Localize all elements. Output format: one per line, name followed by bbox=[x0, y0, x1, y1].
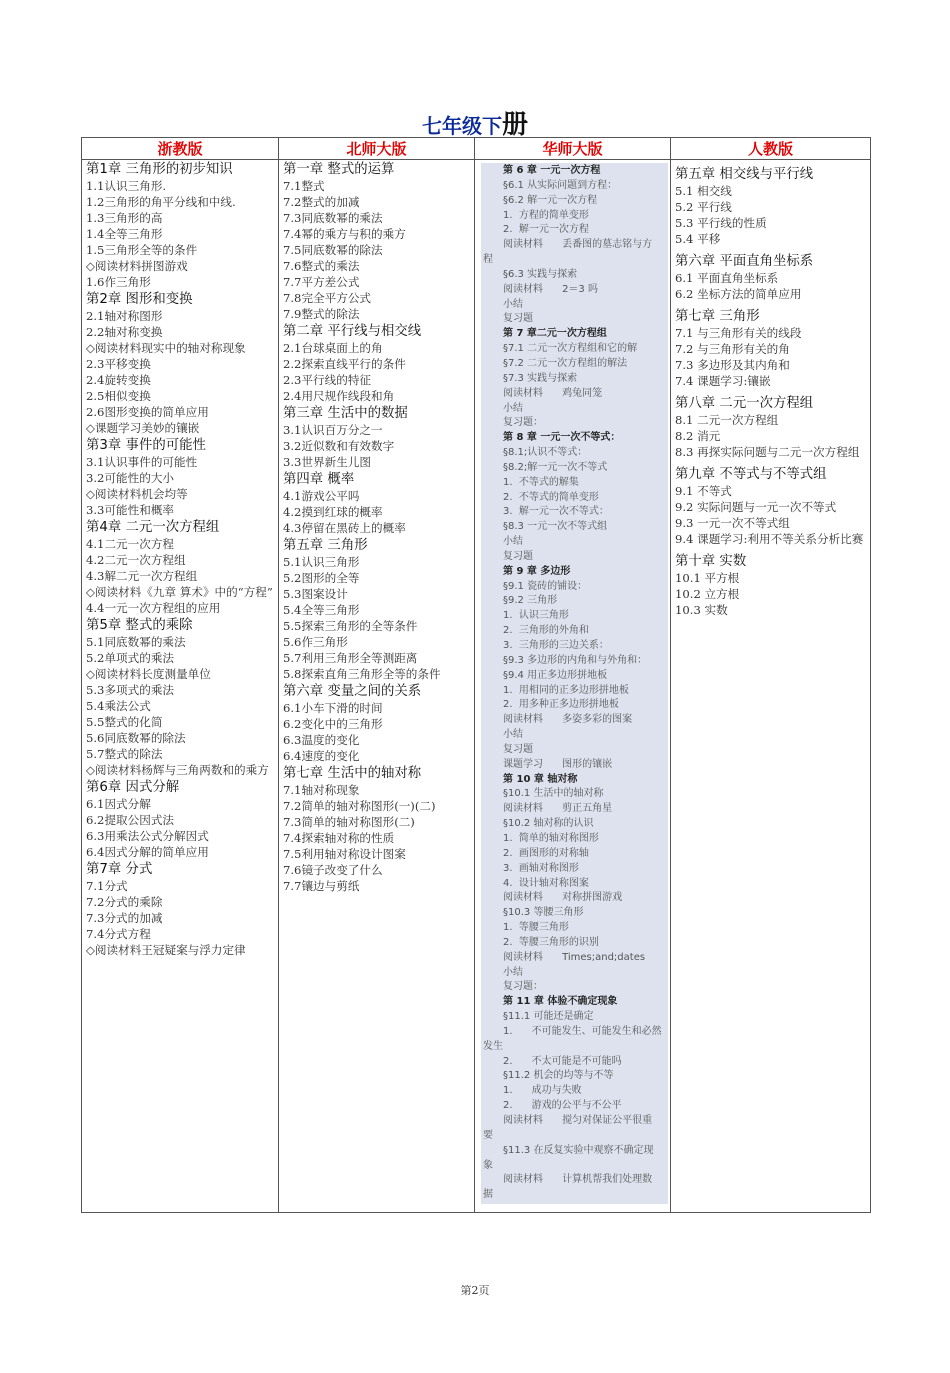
section-item: 6.1小车下滑的时间 bbox=[283, 701, 383, 715]
section-item: 1. 不可能发生、可能发生和必然发生 bbox=[483, 1025, 662, 1052]
section-item: 2.4用尺规作线段和角 bbox=[283, 389, 395, 403]
section-item: 6.2变化中的三角形 bbox=[283, 717, 383, 731]
section-item: 6.3用乘法公式分解因式 bbox=[86, 829, 209, 843]
chapter-heading: 第九章 不等式与不等式组 bbox=[675, 467, 827, 482]
section-item: §11.2 机会的均等与不等 bbox=[503, 1070, 614, 1082]
chapter-heading: 第 9 章 多边形 bbox=[503, 565, 571, 577]
chapter-heading: 第八章 二元一次方程组 bbox=[675, 396, 814, 411]
section-item: 8.3 再探实际问题与二元一次方程组 bbox=[675, 445, 860, 459]
section-item: 6.4速度的变化 bbox=[283, 749, 360, 763]
column-zhejiang bbox=[86, 161, 274, 958]
section-item: §7.2 二元一次方程组的解法 bbox=[503, 357, 628, 369]
section-item: 10.2 立方根 bbox=[675, 587, 740, 601]
chapter-heading: 第四章 概率 bbox=[283, 472, 355, 487]
section-item: 7.5利用轴对称设计图案 bbox=[283, 847, 406, 861]
section-item: 2. 画图形的对称轴 bbox=[503, 847, 589, 859]
chapter-heading: 第一章 整式的运算 bbox=[283, 162, 395, 177]
chapter-heading: 第 7 章二元一次方程组 bbox=[503, 328, 607, 340]
section-item: ◇阅读材料王冠疑案与浮力定律 bbox=[86, 943, 246, 957]
header-beishida: 北师大版 bbox=[279, 138, 475, 160]
section-item: 7.6整式的乘法 bbox=[283, 259, 360, 273]
section-item: 1.6作三角形 bbox=[86, 275, 151, 289]
section-item: 9.1 不等式 bbox=[675, 484, 732, 498]
section-item: 7.9整式的除法 bbox=[283, 307, 360, 321]
section-item: 1.4全等三角形 bbox=[86, 227, 163, 241]
section-item: 7.4分式方程 bbox=[86, 927, 151, 941]
section-item: §10.2 轴对称的认识 bbox=[503, 818, 594, 830]
section-item: 2. 不太可能是不可能吗 bbox=[503, 1055, 622, 1067]
section-item: 7.2简单的轴对称图形(一)(二) bbox=[283, 799, 436, 813]
section-item: 3.1认识事件的可能性 bbox=[86, 455, 198, 469]
page-title bbox=[0, 104, 950, 141]
section-item: 7.8完全平方公式 bbox=[283, 291, 372, 305]
content-row bbox=[82, 160, 871, 1213]
header-row bbox=[82, 138, 871, 160]
chapter-heading: 第3章 事件的可能性 bbox=[86, 438, 206, 453]
section-item: 5.2图形的全等 bbox=[283, 571, 360, 585]
section-item: §11.3 在反复实验中观察不确定现象 bbox=[483, 1144, 654, 1171]
section-item: 小结 bbox=[503, 966, 523, 978]
section-item: 6.2 坐标方法的简单应用 bbox=[675, 287, 802, 301]
section-item: 阅读材料 搅匀对保证公平很重要 bbox=[483, 1115, 653, 1141]
section-item: 1. 简单的轴对称图形 bbox=[503, 832, 599, 844]
section-item: 阅读材料 2＝3 吗 bbox=[503, 283, 598, 295]
section-item: 3. 解一元一次不等式： bbox=[503, 506, 609, 518]
section-item: 复习题： bbox=[503, 417, 543, 429]
section-item: 5.7整式的除法 bbox=[86, 747, 163, 761]
section-item: 小结 bbox=[503, 402, 523, 414]
section-item: 9.3 一元一次不等式组 bbox=[675, 516, 790, 530]
section-item: 阅读材料 剪正五角星 bbox=[503, 803, 613, 815]
section-item: 1.5三角形全等的条件 bbox=[86, 243, 198, 257]
section-item: 1. 不等式的解集 bbox=[503, 476, 579, 488]
section-item: 10.1 平方根 bbox=[675, 571, 740, 585]
section-item: 1.3三角形的高 bbox=[86, 211, 163, 225]
section-item: §10.1 生活中的轴对称 bbox=[503, 788, 604, 800]
section-item: 1. 方程的简单变形 bbox=[503, 209, 589, 221]
section-item: 2.3平移变换 bbox=[86, 357, 151, 371]
chapter-heading: 第十章 实数 bbox=[675, 554, 747, 569]
section-item: 9.4 课题学习:利用不等关系分析比赛 bbox=[675, 532, 864, 546]
section-item: 7.2整式的加减 bbox=[283, 195, 360, 209]
section-item: 6.1因式分解 bbox=[86, 797, 151, 811]
section-item: 5.3多项式的乘法 bbox=[86, 683, 175, 697]
section-item: 5.1认识三角形 bbox=[283, 555, 360, 569]
section-item: 2.1轴对称图形 bbox=[86, 309, 163, 323]
section-item: 7.3分式的加减 bbox=[86, 911, 163, 925]
section-item: 3.3可能性和概率 bbox=[86, 503, 175, 517]
chapter-heading: 第 6 章 一元一次方程 bbox=[503, 165, 601, 176]
section-item: 3. 画轴对称图形 bbox=[503, 862, 579, 874]
section-item: 5.2 平行线 bbox=[675, 200, 732, 214]
section-item: 7.1 与三角形有关的线段 bbox=[675, 326, 802, 340]
section-item: 2. 等腰三角形的识别 bbox=[503, 936, 599, 948]
chapter-heading: 第 10 章 轴对称 bbox=[503, 773, 578, 785]
section-item: 1. 成功与失败 bbox=[503, 1085, 582, 1097]
section-item: 5.7利用三角形全等测距离 bbox=[283, 651, 418, 665]
section-item: ◇阅读材料拼图游戏 bbox=[86, 259, 188, 273]
section-item: 3.2近似数和有效数字 bbox=[283, 439, 395, 453]
chapter-heading: 第三章 生活中的数据 bbox=[283, 406, 408, 421]
section-item: 7.5同底数幂的除法 bbox=[283, 243, 383, 257]
section-item: 4.2摸到红球的概率 bbox=[283, 505, 383, 519]
column-huashida bbox=[481, 163, 668, 1204]
title-grade: 七年级下 bbox=[421, 114, 502, 138]
section-item: ◇阅读材料现实中的轴对称现象 bbox=[86, 341, 246, 355]
section-item: 2.4旋转变换 bbox=[86, 373, 151, 387]
section-item: §9.4 用正多边形拼地板 bbox=[503, 669, 608, 681]
section-item: 1.1认识三角形. bbox=[86, 179, 167, 193]
section-item: 7.2 与三角形有关的角 bbox=[675, 342, 790, 356]
chapter-heading: 第六章 变量之间的关系 bbox=[283, 684, 422, 699]
section-item: 5.5探索三角形的全等条件 bbox=[283, 619, 418, 633]
header-zhejiang: 浙教版 bbox=[82, 138, 279, 160]
section-item: 复习题： bbox=[503, 981, 543, 993]
section-item: §6.3 实践与探索 bbox=[503, 268, 578, 280]
chapter-heading: 第4章 二元一次方程组 bbox=[86, 520, 220, 535]
chapter-heading: 第五章 三角形 bbox=[283, 538, 368, 553]
section-item: 7.1分式 bbox=[86, 879, 128, 893]
section-item: 2.1台球桌面上的角 bbox=[283, 341, 383, 355]
section-item: 7.4幂的乘方与积的乘方 bbox=[283, 227, 406, 241]
chapter-heading: 第五章 相交线与平行线 bbox=[675, 167, 814, 182]
section-item: 2. 游戏的公平与不公平 bbox=[503, 1100, 622, 1112]
section-item: 小结 bbox=[503, 536, 523, 548]
section-item: 2.6图形变换的简单应用 bbox=[86, 405, 209, 419]
section-item: 2. 用多种正多边形拼地板 bbox=[503, 699, 619, 711]
section-item: 5.3 平行线的性质 bbox=[675, 216, 767, 230]
chapter-heading: 第1章 三角形的初步知识 bbox=[86, 162, 233, 177]
section-item: 阅读材料 对称拼图游戏 bbox=[503, 892, 623, 904]
section-item: ◇阅读材料杨辉与三角两数和的乘方 bbox=[86, 763, 269, 777]
section-item: 7.3简单的轴对称图形(二) bbox=[283, 815, 415, 829]
header-huashida: 华师大版 bbox=[475, 138, 671, 160]
section-item: 5.4乘法公式 bbox=[86, 699, 151, 713]
column-renjiao bbox=[675, 166, 866, 618]
section-item: 阅读材料 多姿多彩的图案 bbox=[503, 714, 633, 726]
section-item: 阅读材料 丢番图的墓志铭与方程 bbox=[483, 239, 653, 266]
section-item: 7.4 课题学习:镶嵌 bbox=[675, 374, 771, 388]
cell-huashida bbox=[475, 160, 671, 1213]
section-item: 6.3温度的变化 bbox=[283, 733, 360, 747]
section-item: 1. 认识三角形 bbox=[503, 610, 569, 622]
chapter-heading: 第二章 平行线与相交线 bbox=[283, 324, 422, 339]
section-item: 2.2轴对称变换 bbox=[86, 325, 163, 339]
section-item: §9.3 多边形的内角和与外角和： bbox=[503, 654, 648, 666]
section-item: 4.3停留在黑砖上的概率 bbox=[283, 521, 406, 535]
section-item: 复习题 bbox=[503, 550, 533, 562]
chapter-heading: 第 8 章 一元一次不等式： bbox=[503, 432, 621, 444]
section-item: 阅读材料 Times;and;dates bbox=[503, 951, 646, 963]
section-item: 4.1二元一次方程 bbox=[86, 537, 175, 551]
textbook-comparison-table bbox=[81, 137, 871, 1213]
section-item: ◇课题学习美妙的镶嵌 bbox=[86, 421, 200, 435]
column-beishida bbox=[283, 161, 470, 894]
section-item: 7.3同底数幂的乘法 bbox=[283, 211, 383, 225]
section-item: 阅读材料 计算机帮我们处理数据 bbox=[483, 1174, 653, 1201]
section-item: 5.4 平移 bbox=[675, 232, 721, 246]
section-item: 9.2 实际问题与一元一次不等式 bbox=[675, 500, 837, 514]
section-item: 7.4探索轴对称的性质 bbox=[283, 831, 395, 845]
section-item: 2. 解一元一次方程 bbox=[503, 224, 589, 236]
section-item: 5.6同底数幂的除法 bbox=[86, 731, 186, 745]
section-item: 4. 设计轴对称图案 bbox=[503, 877, 589, 889]
section-item: 5.8探索直角三角形全等的条件 bbox=[283, 667, 441, 681]
section-item: 7.1轴对称现象 bbox=[283, 783, 360, 797]
section-item: 8.1 二元一次方程组 bbox=[675, 413, 779, 427]
section-item: 4.2二元一次方程组 bbox=[86, 553, 186, 567]
section-item: 6.4因式分解的简单应用 bbox=[86, 845, 209, 859]
section-item: 5.2单项式的乘法 bbox=[86, 651, 175, 665]
section-item: 2.2探索直线平行的条件 bbox=[283, 357, 406, 371]
section-item: ◇阅读材料机会均等 bbox=[86, 487, 188, 501]
section-item: 7.6镜子改变了什么 bbox=[283, 863, 383, 877]
title-volume: 册 bbox=[501, 110, 528, 140]
chapter-heading: 第七章 生活中的轴对称 bbox=[283, 766, 422, 781]
section-item: 10.3 实数 bbox=[675, 603, 728, 617]
section-item: 4.3解二元一次方程组 bbox=[86, 569, 198, 583]
chapter-heading: 第六章 平面直角坐标系 bbox=[675, 254, 814, 269]
section-item: 1.2三角形的角平分线和中线. bbox=[86, 195, 236, 209]
section-item: 复习题 bbox=[503, 313, 533, 325]
chapter-heading: 第5章 整式的乘除 bbox=[86, 618, 193, 633]
section-item: 7.2分式的乘除 bbox=[86, 895, 163, 909]
chapter-heading: 第7章 分式 bbox=[86, 862, 153, 877]
section-item: 5.4全等三角形 bbox=[283, 603, 360, 617]
section-item: §11.1 可能还是确定 bbox=[503, 1011, 594, 1023]
section-item: §6.1 从实际问题到方程： bbox=[503, 179, 618, 191]
section-item: 6.1 平面直角坐标系 bbox=[675, 271, 779, 285]
section-item: 小结 bbox=[503, 729, 523, 741]
section-item: §7.3 实践与探索 bbox=[503, 372, 578, 384]
section-item: 复习题 bbox=[503, 743, 533, 755]
section-item: 5.5整式的化简 bbox=[86, 715, 163, 729]
section-item: §10.3 等腰三角形 bbox=[503, 907, 584, 919]
section-item: 6.2提取公因式法 bbox=[86, 813, 175, 827]
chapter-heading: 第6章 因式分解 bbox=[86, 780, 180, 795]
section-item: 5.6作三角形 bbox=[283, 635, 348, 649]
section-item: 2. 不等式的简单变形 bbox=[503, 491, 599, 503]
section-item: ◇阅读材料长度测量单位 bbox=[86, 667, 211, 681]
cell-zhejiang bbox=[82, 160, 279, 1213]
section-item: §8.3 一元一次不等式组 bbox=[503, 521, 608, 533]
section-item: 3.1认识百万分之一 bbox=[283, 423, 383, 437]
section-item: 4.4一元一次方程组的应用 bbox=[86, 601, 221, 615]
section-item: 课题学习 图形的镶嵌 bbox=[503, 758, 613, 770]
section-item: 7.1整式 bbox=[283, 179, 325, 193]
section-item: §6.2 解一元一次方程 bbox=[503, 194, 598, 206]
cell-beishida bbox=[279, 160, 475, 1213]
section-item: 2. 三角形的外角和 bbox=[503, 625, 589, 637]
header-renjiao: 人教版 bbox=[671, 138, 871, 160]
section-item: §9.1 瓷砖的铺设： bbox=[503, 580, 588, 592]
chapter-heading: 第七章 三角形 bbox=[675, 309, 760, 324]
section-item: 8.2 消元 bbox=[675, 429, 721, 443]
section-item: 3. 三角形的三边关系： bbox=[503, 640, 609, 651]
section-item: 7.7镶边与剪纸 bbox=[283, 879, 360, 893]
section-item: 5.1同底数幂的乘法 bbox=[86, 635, 186, 649]
page-number: 第2页 bbox=[460, 1284, 490, 1297]
section-item: 3.3世界新生儿图 bbox=[283, 455, 372, 469]
section-item: 7.3 多边形及其内角和 bbox=[675, 358, 790, 372]
section-item: 阅读材料 鸡兔同笼 bbox=[503, 387, 603, 399]
chapter-heading: 第 11 章 体验不确定现象 bbox=[503, 996, 618, 1008]
section-item: 2.3平行线的特征 bbox=[283, 373, 372, 387]
section-item: 4.1游戏公平吗 bbox=[283, 489, 360, 503]
cell-renjiao bbox=[671, 160, 871, 1213]
section-item: 小结 bbox=[503, 298, 523, 310]
section-item: §7.1 二元一次方程组和它的解 bbox=[503, 343, 638, 355]
section-item: §8.1;认识不等式： bbox=[503, 447, 588, 459]
section-item: §8.2;解一元一次不等式 bbox=[503, 461, 608, 473]
section-item: 2.5相似变换 bbox=[86, 389, 151, 403]
section-item: 1. 用相同的正多边形拼地板 bbox=[503, 684, 629, 696]
section-item: 3.2可能性的大小 bbox=[86, 471, 175, 485]
chapter-heading: 第2章 图形和变换 bbox=[86, 292, 193, 307]
section-item: 7.7平方差公式 bbox=[283, 275, 360, 289]
section-item: ◇阅读材料《九章 算术》中的“方程” bbox=[86, 585, 273, 599]
section-item: §9.2 三角形 bbox=[503, 595, 558, 607]
section-item: 5.1 相交线 bbox=[675, 184, 732, 198]
section-item: 5.3图案设计 bbox=[283, 587, 348, 601]
section-item: 1. 等腰三角形 bbox=[503, 922, 569, 934]
